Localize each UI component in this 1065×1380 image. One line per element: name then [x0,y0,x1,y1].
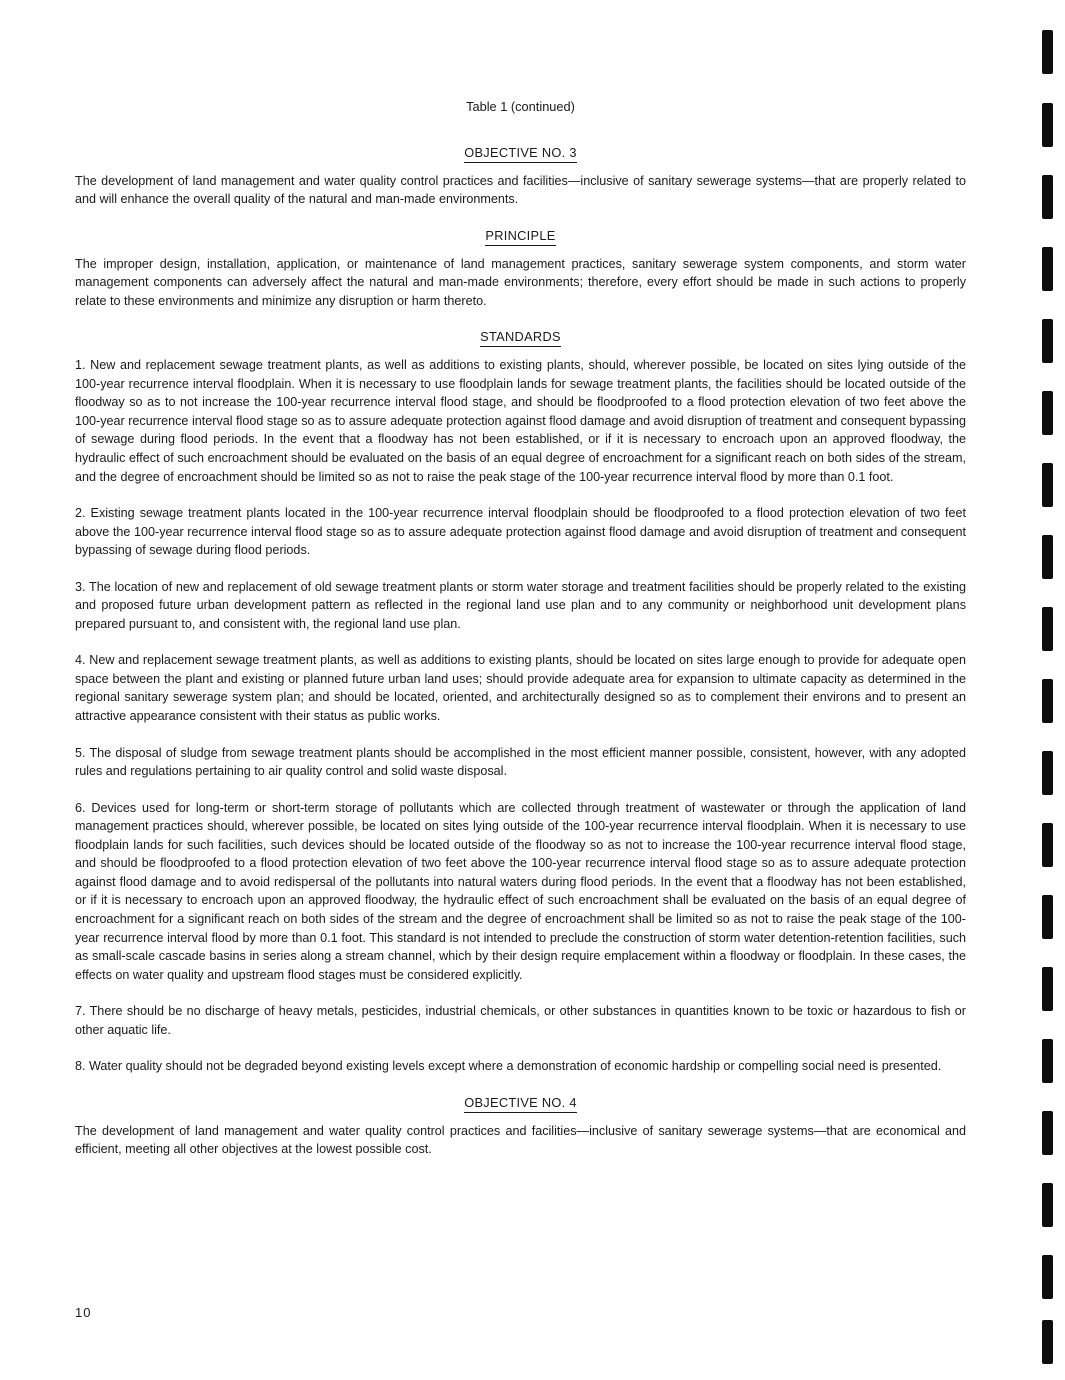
binding-mark [1042,535,1053,579]
binding-mark [1042,823,1053,867]
binding-mark [1042,967,1053,1011]
principle-heading-text: PRINCIPLE [485,228,555,246]
standard-item: 8. Water quality should not be degraded beyond existing levels except where a demonstration of economic hardship or compelling social need is presented. [75,1059,942,1074]
page-number: 10 [75,1305,92,1320]
standard-item: 5. The disposal of sludge from sewage treatment plants should be accomplished in the most efficient manner possible, consistent, however, with any adopted rules and regulations pertaining to air quality control and solid waste disposal. [75,745,966,779]
binding-mark [1042,1255,1053,1299]
binding-mark [1042,103,1053,147]
objective-3-heading [75,144,966,163]
binding-mark [1042,1111,1053,1155]
page-content [75,98,966,1177]
table-caption: Table 1 (continued) [466,99,575,114]
binding-mark [1042,30,1053,74]
binding-marks [1038,0,1058,1380]
standard-item: 7. There should be no discharge of heavy metals, pesticides, industrial chemicals, or other substances in quantities known to be toxic or hazardous to fish or other aquatic life. [75,1004,966,1037]
binding-mark [1042,391,1053,435]
binding-mark [1042,607,1053,651]
binding-mark [1042,1320,1053,1364]
objective-3-heading-text: OBJECTIVE NO. 3 [464,145,577,163]
binding-mark [1042,895,1053,939]
standards-heading-text: STANDARDS [480,329,561,347]
principle-text: The improper design, installation, application, or maintenance of land management practices, sanitary sewerage system components, and storm water management components can adversely affect the natural and man-made environments; therefore, every effort should be made in such actions to properly relate to these environments and minimize any disruption or harm thereto. [75,256,966,308]
principle-heading [75,227,966,246]
binding-mark [1042,175,1053,219]
binding-mark [1042,679,1053,723]
binding-mark [1042,247,1053,291]
objective-4-heading-text: OBJECTIVE NO. 4 [464,1095,577,1113]
standard-item: 1. New and replacement sewage treatment plants, as well as additions to existing plants, should, wherever possible, be located on sites lying outside of the 100-year recurrence interval floodplain. When it is necessary to use floodplain lands for sewage treatment plants, the facilities should be located outside of the floodway so as to not increase the 100-year recurrence interval flood stage, and should be floodproofed to a flood protection elevation of two feet above the 100-year recurrence interval flood stage so as to assure adequate protection against flood damage and avoid disruption of treatment and consequent bypassing of sewage during flood periods. In the event that a floodway has not been established, or if it is necessary to encroach upon an approved floodway, the hydraulic effect of such encroachment should be evaluated on the basis of an equal degree of encroachment for a significant reach on both sides of the stream, and the degree of encroachment should be limited so as not to raise the peak stage of the 100-year recurrence interval flood by more than 0.1 foot. [75,358,966,484]
objective-3-text: The development of land management and water quality control practices and facilities—inclusive of sanitary sewerage systems—that are properly related to and will enhance the overall quality of the natural and man-made environments. [75,173,966,207]
objective-4-text: The development of land management and water quality control practices and facilities—inclusive of sanitary sewerage systems—that are economical and efficient, meeting all other objectives at the lowest possible cost. [75,1123,966,1157]
binding-mark [1042,1183,1053,1227]
binding-mark [1042,463,1053,507]
binding-mark [1042,1039,1053,1083]
binding-mark [1042,751,1053,795]
binding-mark [1042,319,1053,363]
standards-heading [75,328,966,347]
standard-item: 2. Existing sewage treatment plants located in the 100-year recurrence interval floodplain should be floodproofed to a flood protection elevation of two feet above the 100-year recurrence interval flood stage so as to assure adequate protection against flood damage and avoid disruption of treatment and consequent bypassing of sewage during flood periods. [75,506,966,558]
standard-item: 6. Devices used for long-term or short-term storage of pollutants which are collected through treatment of wastewater or through the application of land management practices should, wherever possible, be located on sites lying outside of the 100-year recurrence interval floodplain. When it is necessary to use floodplain lands for such facilities, such devices should be located outside of the floodway so as not to increase the 100-year recurrence interval flood stage, and should be floodproofed to a flood protection elevation of two feet above the 100-year recurrence interval flood stage so as to assure adequate protection against flood damage and to avoid redispersal of the pollutants into natural waters during flood periods. In the event that a floodway has not been established, or if it is necessary to encroach upon an approved floodway, the hydraulic effect of such encroachment shall be evaluated on the basis of an equal degree of encroachment for a significant reach on both sides of the stream and the degree of encroachment shall be limited so as not to raise the peak stage of the 100-year recurrence interval flood by more than 0.1 foot. This standard is not intended to preclude the construction of storm water detention-retention facilities, such as small-scale cascade basins in series along a stream channel, which by their design require emplacement within a floodway or floodplain. In these cases, the effects on water quality and upstream flood stages must be considered explicitly. [75,800,966,982]
standard-item: 4. New and replacement sewage treatment plants, as well as additions to existing plants, should be located on sites large enough to provide for adequate open space between the plant and existing or planned future urban land uses; should provide adequate area for expansion to ultimate capacity as determined in the regional sanitary sewerage system plan; and should be located, oriented, and architecturally designed so as to complement their environs and to present an attractive appearance consistent with their status as public works. [75,653,966,724]
objective-4-heading [75,1094,966,1113]
standard-item: 3. The location of new and replacement of old sewage treatment plants or storm water storage and treatment facilities should be properly related to the existing and proposed future urban development pattern as reflected in the regional land use plan and to any community or neighborhood unit development plans prepared pursuant to, and consistent with, the regional land use plan. [75,579,966,631]
